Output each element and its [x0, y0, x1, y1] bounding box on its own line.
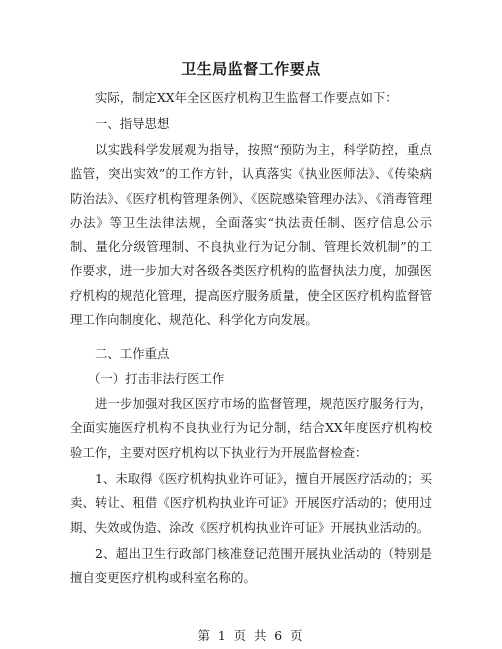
- section-heading-work-focus: 二、工作重点: [95, 346, 170, 361]
- page-number: 第 1 页 共 6 页: [197, 628, 305, 643]
- subsection-heading-illegal-practice: （一）打击非法行医工作: [88, 371, 225, 386]
- section-heading-guiding-thought: 一、指导思想: [95, 116, 170, 131]
- document-title: 卫生局监督工作要点: [181, 60, 321, 78]
- paragraph-intro: 实际，制定XX年全区医疗机构卫生监督工作要点如下：: [95, 90, 398, 105]
- paragraph-supervision: 进一步加强对我区医疗市场的监督管理，规范医疗服务行为，全面实施医疗机构不良执业行为记分制，结合XX年度医疗机构校验工作，主要对医疗机构以下执业行为开展监督检查：: [70, 396, 432, 460]
- paragraph-item-1: 1、未取得《医疗机构执业许可证》，擅自开展医疗活动的；买卖、转让、租借《医疗机构执业许可证》开展医疗活动的；使用过期、失效或伪造、涂改《医疗机构执业许可证》开展执业活动的。: [70, 471, 432, 535]
- paragraph-item-2: 2、超出卫生行政部门核准登记范围开展执业活动的（特别是擅自变更医疗机构或科室名称的。: [70, 546, 432, 586]
- paragraph-guiding-thought: 以实践科学发展观为指导，按照“预防为主，科学防控，重点监管，突出实效”的工作方针，认真落实《执业医师法》、《传染病防治法》、《医疗机构管理条例》、《医院感染管理办法》、《消毒管理办法》等卫生法律法规，全面落实“执法责任制、医疗信息公示制、量化分级管理制、不良执业行为记分制、管理长效机制”的工作要求，进一步加大对各级各类医疗机构的监督执法力度，加强医疗机构的规范化管理，提高医疗服务质量，使全区医疗机构监督管理工作向制度化、规范化、科学化方向发展。: [70, 142, 432, 328]
